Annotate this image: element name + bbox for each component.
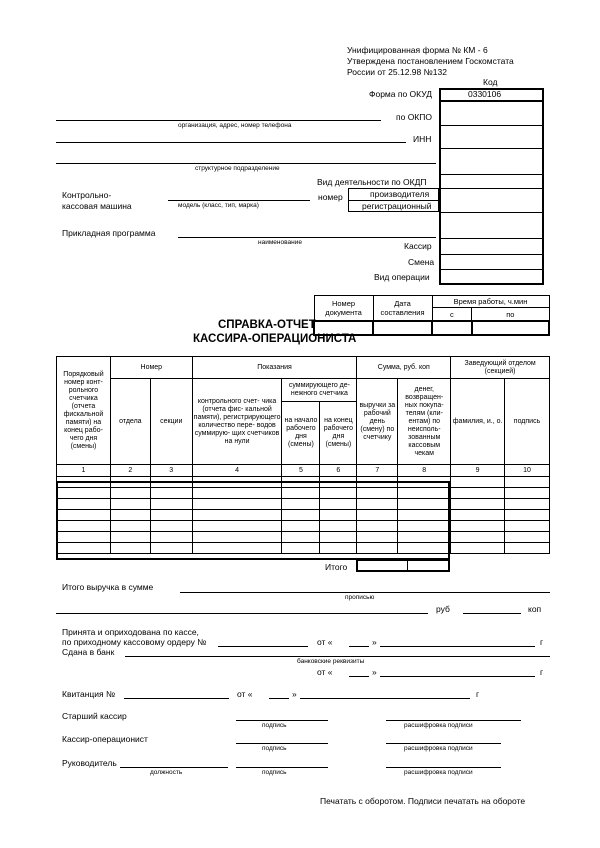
doc-title-1: СПРАВКА-ОТЧЕТ xyxy=(218,319,316,331)
col-num: 5 xyxy=(282,465,320,477)
receipt-day-line[interactable] xyxy=(269,698,289,699)
head-label: Руководитель xyxy=(62,758,117,768)
table-cell[interactable] xyxy=(505,543,550,554)
header-summing: суммирующего де- нежного счетчика xyxy=(282,379,357,402)
col-num: 4 xyxy=(192,465,282,477)
manufacturer-label: производителя xyxy=(370,189,430,199)
header-begin: на начало рабочего дня (смены) xyxy=(282,402,320,465)
registration-label: регистрационный xyxy=(362,201,432,211)
col-num: 3 xyxy=(150,465,192,477)
senior-cashier-label: Старший кассир xyxy=(62,711,127,721)
order-quote: » xyxy=(372,637,377,647)
okpo-label: по ОКПО xyxy=(396,112,432,122)
org-line[interactable] xyxy=(56,120,381,121)
table-cell[interactable] xyxy=(451,543,505,554)
print-note: Печатать с оборотом. Подписи печатать на обороте xyxy=(320,796,526,806)
operator-sign-line[interactable] xyxy=(236,743,328,744)
bank-date-line[interactable] xyxy=(380,676,535,677)
bank-quote: » xyxy=(372,667,377,677)
col-num: 10 xyxy=(505,465,550,477)
head-sign-line[interactable] xyxy=(236,767,328,768)
header-dept: отдела xyxy=(110,379,150,465)
col-num: 1 xyxy=(57,465,111,477)
to-header: по xyxy=(472,308,549,321)
table-cell[interactable] xyxy=(451,521,505,532)
order-day-line[interactable] xyxy=(349,646,369,647)
col-num: 2 xyxy=(110,465,150,477)
doc-table xyxy=(313,295,550,336)
header-control: контрольного счет- чика (отчета фис- кальной памяти), регистрирующего количество пере- водов суммирую- щих счетчиков на нули xyxy=(192,379,282,465)
table-cell[interactable] xyxy=(505,521,550,532)
form-name: Унифицированная форма № КМ - 6 xyxy=(347,45,488,55)
doc-title-2: КАССИРА-ОПЕРАЦИОНИСТА xyxy=(193,333,357,345)
revenue-line-2[interactable] xyxy=(56,613,428,614)
head-decoding-caption: расшифровка подписи xyxy=(404,769,473,776)
order-number-line[interactable] xyxy=(218,646,308,647)
column-numbers-row xyxy=(57,465,550,477)
operator-sign-caption: подпись xyxy=(262,745,287,752)
receipt-quote: » xyxy=(292,689,297,699)
approval-line: Утверждена постановлением Госкомстата xyxy=(347,56,514,66)
header-readings: Показания xyxy=(192,357,357,379)
col-num: 8 xyxy=(398,465,451,477)
col-num: 6 xyxy=(320,465,357,477)
bank-details-caption: банковские реквизиты xyxy=(297,658,365,665)
bank-line[interactable] xyxy=(125,656,550,657)
division-line[interactable] xyxy=(56,163,436,164)
header-revenue: выручки за рабочий день (смену) по счетчику xyxy=(357,379,398,465)
bank-label: Сдана в банк xyxy=(62,647,115,657)
header-manager: Заведующий отделом (секцией) xyxy=(451,357,550,379)
okud-code: 0330106 xyxy=(468,89,502,99)
accepted-1: Принята и оприходована по кассе, xyxy=(62,627,199,637)
rub-label: руб xyxy=(436,604,450,614)
table-cell[interactable] xyxy=(505,477,550,488)
header-sum: Сумма, руб. коп xyxy=(357,357,451,379)
total-label: Итого xyxy=(325,562,348,572)
table-cell[interactable] xyxy=(451,477,505,488)
receipt-number-line[interactable] xyxy=(124,698,229,699)
header-sign: подпись xyxy=(505,379,550,465)
data-area-outline xyxy=(56,481,450,560)
col-num: 9 xyxy=(451,465,505,477)
from-cell[interactable] xyxy=(432,321,472,335)
okud-label: Форма по ОКУД xyxy=(369,89,432,99)
table-cell[interactable] xyxy=(451,532,505,543)
table-cell[interactable] xyxy=(505,510,550,521)
app-caption: наименование xyxy=(258,239,302,246)
in-words-caption: прописью xyxy=(345,594,375,601)
cashier-operator-label: Кассир-операционист xyxy=(62,734,148,744)
header-name: фамилия, и., о. xyxy=(451,379,505,465)
work-time-header: Время работы, ч.мин xyxy=(432,296,549,308)
operation-label: Вид операции xyxy=(374,272,430,282)
kkm-line[interactable] xyxy=(168,200,310,201)
receipt-year: г xyxy=(476,689,480,699)
kkm-caption: модель (класс, тип, марка) xyxy=(178,202,259,209)
senior-decoding-caption: расшифровка подписи xyxy=(404,722,473,729)
header-seq: Порядковый номер конт- рольного счетчика (отчета фискальной памяти) на конец рабо- чего дня (смены) xyxy=(57,357,111,465)
head-sign-caption: подпись xyxy=(262,769,287,776)
header-returned: денег, возвращен- ных покупа- телям (кли- ентам) по неисполь- зованным кассовым чекам xyxy=(398,379,451,465)
table-cell[interactable] xyxy=(451,488,505,499)
doc-date-header: Дата составления xyxy=(373,296,432,322)
kkm-label-1: Контрольно- xyxy=(62,190,112,200)
receipt-from: от « xyxy=(237,689,253,699)
senior-decoding-line[interactable] xyxy=(386,720,521,721)
number-label: номер xyxy=(318,192,343,202)
accepted-2: по приходному кассовому ордеру № xyxy=(62,637,207,647)
col-num: 7 xyxy=(357,465,398,477)
doc-number-header: Номер документа xyxy=(314,296,373,322)
bank-day-line[interactable] xyxy=(349,676,369,677)
app-label: Прикладная программа xyxy=(62,228,156,238)
order-from: от « xyxy=(317,637,333,647)
org-caption: организация, адрес, номер телефона xyxy=(178,122,292,129)
header-end: на конец рабочего дня (смены) xyxy=(320,402,357,465)
header-number: Номер xyxy=(110,357,192,379)
from-header: с xyxy=(432,308,472,321)
kkm-label-2: кассовая машина xyxy=(62,201,132,211)
senior-sign-caption: подпись xyxy=(262,722,287,729)
app-line[interactable] xyxy=(178,237,436,238)
division-caption: структурное подразделение xyxy=(195,165,280,172)
org-line-2[interactable] xyxy=(56,142,406,143)
kop-label: коп xyxy=(528,604,542,614)
table-cell[interactable] xyxy=(451,510,505,521)
head-position-caption: должность xyxy=(150,769,183,776)
table-cell[interactable] xyxy=(451,499,505,510)
total-cell[interactable] xyxy=(356,559,450,572)
inn-label: ИНН xyxy=(413,134,432,144)
bank-from: от « xyxy=(317,667,333,677)
operator-decoding-line[interactable] xyxy=(386,743,501,744)
order-date-line[interactable] xyxy=(380,646,535,647)
receipt-date-line[interactable] xyxy=(300,698,470,699)
head-position-line[interactable] xyxy=(120,767,228,768)
revenue-line[interactable] xyxy=(180,592,550,593)
table-cell[interactable] xyxy=(505,488,550,499)
shift-label: Смена xyxy=(408,257,435,267)
operator-decoding-caption: расшифровка подписи xyxy=(404,745,473,752)
table-cell[interactable] xyxy=(505,499,550,510)
approval-date: России от 25.12.98 №132 xyxy=(347,67,447,77)
codes-header: Код xyxy=(483,77,498,87)
table-cell[interactable] xyxy=(505,532,550,543)
to-cell[interactable] xyxy=(472,321,549,335)
okdp-label: Вид деятельности по ОКДП xyxy=(317,177,427,187)
header-section: секции xyxy=(150,379,192,465)
revenue-label: Итого выручка в сумме xyxy=(62,582,154,592)
codes-box xyxy=(439,88,544,285)
doc-date-cell[interactable] xyxy=(373,321,432,335)
kop-line[interactable] xyxy=(463,613,521,614)
head-decoding-line[interactable] xyxy=(386,767,501,768)
order-year: г xyxy=(540,637,544,647)
senior-sign-line[interactable] xyxy=(236,720,328,721)
bank-year: г xyxy=(540,667,544,677)
cashier-label: Кассир xyxy=(404,241,432,251)
receipt-label: Квитанция № xyxy=(62,689,116,699)
